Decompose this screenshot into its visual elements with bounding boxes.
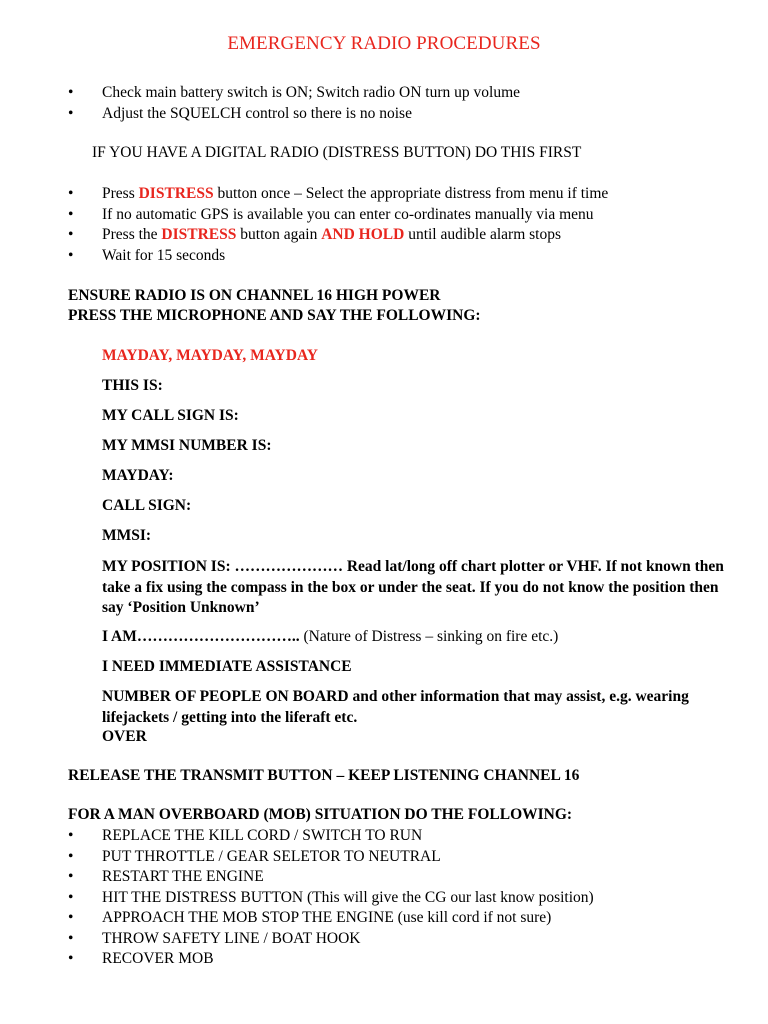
this-is-line: THIS IS: (102, 377, 163, 394)
channel-instruction-1: ENSURE RADIO IS ON CHANNEL 16 HIGH POWER (68, 287, 441, 304)
people-on-board-line: NUMBER OF PEOPLE ON BOARD and other information that may assist, e.g. wearing lifejackets / getting into the liferaft etc. (102, 688, 689, 726)
list-item: • Press DISTRESS button once – Select the appropriate distress from menu if time (102, 184, 608, 205)
list-item: • REPLACE THE KILL CORD / SWITCH TO RUN (102, 826, 594, 847)
bullet-icon: • (68, 185, 74, 202)
mob-steps-list (68, 826, 594, 970)
bullet-icon: • (68, 950, 74, 967)
digital-radio-heading: IF YOU HAVE A DIGITAL RADIO (DISTRESS BUTTON) DO THIS FIRST (92, 144, 582, 161)
call-sign-is-line: MY CALL SIGN IS: (102, 407, 239, 424)
distress-keyword: DISTRESS (161, 226, 237, 243)
list-item: • APPROACH THE MOB STOP THE ENGINE (use kill cord if not sure) (102, 908, 594, 929)
bullet-icon: • (68, 205, 74, 223)
and-hold-keyword: AND HOLD (321, 226, 405, 243)
position-instruction: MY POSITION IS: ………………… Read lat/long off chart plotter or VHF. If not known then take a fix using the compass in the box or under the seat. If you do not know the position then say ‘Position Unknown’ (102, 558, 724, 616)
bullet-icon: • (68, 929, 74, 947)
list-item: • If no automatic GPS is available you can enter co-ordinates manually via menu (102, 205, 608, 226)
list-item: • HIT THE DISTRESS BUTTON (This will give the CG our last know position) (102, 888, 594, 909)
assistance-line: I NEED IMMEDIATE ASSISTANCE (102, 658, 352, 675)
list-item: • Press the DISTRESS button again AND HOLD until audible alarm stops (102, 225, 608, 246)
call-sign-line: CALL SIGN: (102, 497, 192, 514)
mob-heading: FOR A MAN OVERBOARD (MOB) SITUATION DO THE FOLLOWING: (68, 806, 573, 823)
bullet-icon: • (68, 868, 74, 885)
list-item: • RESTART THE ENGINE (102, 867, 594, 888)
list-item: • RECOVER MOB (102, 949, 594, 970)
list-item: • THROW SAFETY LINE / BOAT HOOK (102, 929, 594, 950)
digital-steps-list (68, 184, 609, 266)
bullet-icon: • (68, 909, 74, 926)
over-line: OVER (102, 728, 147, 745)
bullet-icon: • (68, 104, 74, 122)
mmsi-is-line: MY MMSI NUMBER IS: (102, 437, 272, 454)
bullet-icon: • (68, 888, 74, 906)
list-item: • Adjust the SQUELCH control so there is no noise (102, 104, 520, 125)
bullet-icon: • (68, 226, 74, 243)
bullet-icon: • (68, 847, 74, 865)
list-item: • Wait for 15 seconds (102, 246, 608, 267)
mayday-line: MAYDAY: (102, 467, 174, 484)
release-instruction: RELEASE THE TRANSMIT BUTTON – KEEP LISTENING CHANNEL 16 (68, 767, 580, 784)
bullet-icon: • (68, 84, 74, 101)
channel-instruction-2: PRESS THE MICROPHONE AND SAY THE FOLLOWING: (68, 307, 481, 324)
list-item: • PUT THROTTLE / GEAR SELETOR TO NEUTRAL (102, 847, 594, 868)
nature-of-distress-line: I AM………………………….. (Nature of Distress – sinking on fire etc.) (102, 628, 559, 645)
mmsi-line: MMSI: (102, 527, 152, 544)
bullet-icon: • (68, 246, 74, 264)
mayday-call: MAYDAY, MAYDAY, MAYDAY (102, 347, 318, 364)
list-item: • Check main battery switch is ON; Switch radio ON turn up volume (102, 83, 520, 104)
intro-bullet-list (68, 83, 521, 124)
distress-keyword: DISTRESS (138, 185, 214, 202)
page-title: EMERGENCY RADIO PROCEDURES (227, 33, 541, 54)
bullet-icon: • (68, 827, 74, 844)
